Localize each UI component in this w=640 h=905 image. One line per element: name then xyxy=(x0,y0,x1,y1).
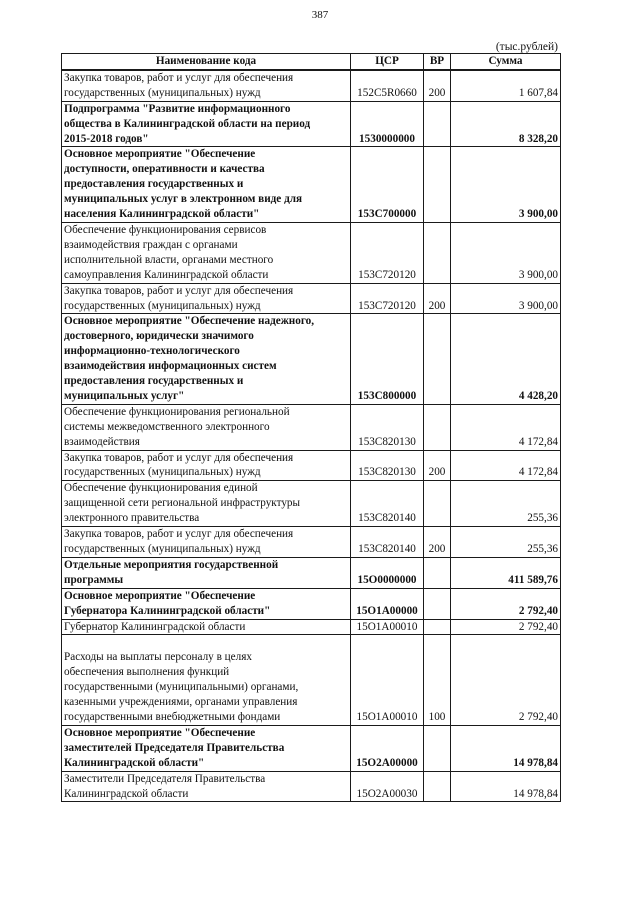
vr-cell: 200 xyxy=(424,70,451,101)
csr-cell: 15O0000000 xyxy=(351,557,424,588)
vr-cell xyxy=(424,481,451,527)
budget-table xyxy=(61,53,561,802)
table-row xyxy=(62,527,561,558)
sum-cell: 14 978,84 xyxy=(451,771,561,802)
sum-cell: 8 328,20 xyxy=(451,101,561,147)
vr-cell xyxy=(424,771,451,802)
name-cell: Расходы на выплаты персоналу в целях обеспечения выполнения функций государственными (муниципальными) органами, казенными учреждениями, органами управления государственными внебюджетными фондами xyxy=(62,635,351,725)
sum-cell: 2 792,40 xyxy=(451,635,561,725)
name-cell: Закупка товаров, работ и услуг для обеспечения государственных (муниципальных) нужд xyxy=(62,527,351,558)
sum-cell: 411 589,76 xyxy=(451,557,561,588)
table-row xyxy=(62,481,561,527)
csr-cell: 153C720120 xyxy=(351,222,424,283)
csr-cell: 15O1A00010 xyxy=(351,619,424,635)
csr-cell: 153C820140 xyxy=(351,481,424,527)
sum-cell: 2 792,40 xyxy=(451,619,561,635)
csr-cell: 15O1A00000 xyxy=(351,588,424,619)
table-row xyxy=(62,404,561,450)
vr-cell xyxy=(424,147,451,223)
sum-cell: 3 900,00 xyxy=(451,222,561,283)
name-cell: Закупка товаров, работ и услуг для обеспечения государственных (муниципальных) нужд xyxy=(62,283,351,314)
page-number: 387 xyxy=(311,9,329,21)
name-cell: Основное мероприятие "Обеспечение доступности, оперативности и качества предоставления государственных и муниципальных услуг в электронном виде для населения Калининградской области" xyxy=(62,147,351,223)
csr-cell: 153C800000 xyxy=(351,314,424,404)
csr-cell: 15O2A00030 xyxy=(351,771,424,802)
sum-cell: 255,36 xyxy=(451,527,561,558)
name-cell: Обеспечение функционирования региональной системы межведомственного электронного взаимодействия xyxy=(62,404,351,450)
table-row xyxy=(62,101,561,147)
table-row xyxy=(62,619,561,635)
sum-cell: 1 607,84 xyxy=(451,70,561,101)
vr-cell xyxy=(424,557,451,588)
header-vr: ВР xyxy=(424,54,451,70)
name-cell: Закупка товаров, работ и услуг для обеспечения государственных (муниципальных) нужд xyxy=(62,450,351,481)
name-cell: Основное мероприятие "Обеспечение Губернатора Калининградской области" xyxy=(62,588,351,619)
vr-cell: 200 xyxy=(424,527,451,558)
sum-cell: 2 792,40 xyxy=(451,588,561,619)
csr-cell: 153C820140 xyxy=(351,527,424,558)
name-cell: Обеспечение функционирования сервисов взаимодействия граждан с органами исполнительной власти, органами местного самоуправления Калининградской области xyxy=(62,222,351,283)
name-cell: Губернатор Калининградской области xyxy=(62,619,351,635)
csr-cell: 153C820130 xyxy=(351,404,424,450)
table-row xyxy=(62,635,561,725)
vr-cell xyxy=(424,314,451,404)
vr-cell: 200 xyxy=(424,283,451,314)
header-name: Наименование кода xyxy=(62,54,351,70)
csr-cell: 15O2A00000 xyxy=(351,725,424,771)
csr-cell: 15O1A00010 xyxy=(351,635,424,725)
name-cell: Закупка товаров, работ и услуг для обеспечения государственных (муниципальных) нужд xyxy=(62,70,351,101)
table-row xyxy=(62,725,561,771)
csr-cell: 152C5R0660 xyxy=(351,70,424,101)
units-label: (тыс.рублей) xyxy=(495,41,558,53)
table-row xyxy=(62,771,561,802)
table-row xyxy=(62,557,561,588)
sum-cell: 4 172,84 xyxy=(451,450,561,481)
vr-cell xyxy=(424,725,451,771)
table-row xyxy=(62,450,561,481)
table-row xyxy=(62,314,561,404)
vr-cell xyxy=(424,101,451,147)
sum-cell: 3 900,00 xyxy=(451,283,561,314)
name-cell: Обеспечение функционирования единой защищенной сети региональной инфраструктуры электронного правительства xyxy=(62,481,351,527)
header-sum: Сумма xyxy=(451,54,561,70)
vr-cell xyxy=(424,404,451,450)
name-cell: Подпрограмма "Развитие информационного общества в Калининградской области на период 2015-2018 годов" xyxy=(62,101,351,147)
sum-cell: 3 900,00 xyxy=(451,147,561,223)
csr-cell: 153C820130 xyxy=(351,450,424,481)
table-row xyxy=(62,147,561,223)
header-csr: ЦСР xyxy=(351,54,424,70)
vr-cell xyxy=(424,588,451,619)
vr-cell xyxy=(424,619,451,635)
vr-cell: 100 xyxy=(424,635,451,725)
table-header-row xyxy=(62,54,561,70)
table-row xyxy=(62,70,561,101)
name-cell: Заместители Председателя Правительства Калининградской области xyxy=(62,771,351,802)
table-row xyxy=(62,283,561,314)
vr-cell xyxy=(424,222,451,283)
name-cell: Основное мероприятие "Обеспечение заместителей Председателя Правительства Калининградской области" xyxy=(62,725,351,771)
vr-cell: 200 xyxy=(424,450,451,481)
table-row xyxy=(62,588,561,619)
csr-cell: 1530000000 xyxy=(351,101,424,147)
name-cell: Основное мероприятие "Обеспечение надежного, достоверного, юридически значимого информационно-технологического взаимодействия информационных систем предоставления государственных и муниципальных услуг" xyxy=(62,314,351,404)
name-cell: Отдельные мероприятия государственной программы xyxy=(62,557,351,588)
sum-cell: 4 172,84 xyxy=(451,404,561,450)
sum-cell: 4 428,20 xyxy=(451,314,561,404)
sum-cell: 14 978,84 xyxy=(451,725,561,771)
table-row xyxy=(62,222,561,283)
csr-cell: 153C700000 xyxy=(351,147,424,223)
sum-cell: 255,36 xyxy=(451,481,561,527)
csr-cell: 153C720120 xyxy=(351,283,424,314)
